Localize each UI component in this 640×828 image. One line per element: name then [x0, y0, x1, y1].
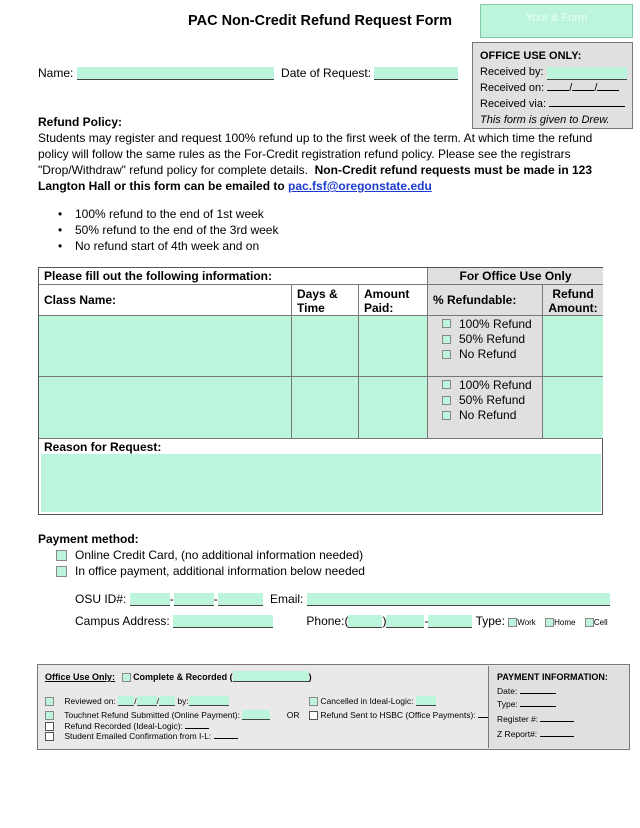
reviewed-month[interactable] [118, 696, 134, 706]
touchnet-label: Touchnet Refund Submitted (Online Payment): [64, 710, 240, 720]
your-form-button[interactable]: Your & Form [480, 4, 633, 38]
reason-input[interactable] [41, 454, 601, 512]
checkbox-icon[interactable] [56, 550, 67, 561]
received-via-field[interactable] [549, 106, 625, 107]
or-label: OR [286, 710, 300, 720]
cancelled-input[interactable] [416, 696, 436, 706]
received-on-month[interactable] [547, 90, 569, 91]
email-input[interactable] [307, 593, 610, 606]
email-link[interactable]: pac.fsf@oregonstate.edu [288, 179, 432, 193]
reason-section [39, 439, 603, 515]
received-on-day[interactable] [572, 90, 594, 91]
osu-id-row: OSU ID#: - - Email: [75, 592, 610, 606]
email-label: Email: [270, 592, 304, 606]
pi-date-input[interactable] [520, 693, 556, 694]
received-on-label: Received on: [480, 82, 545, 94]
office-use-header: For Office Use Only [428, 268, 603, 285]
pi-register-label: Register #: [497, 714, 539, 724]
bullet-item: • No refund start of 4th week and on [58, 238, 278, 254]
touchnet-input[interactable] [242, 710, 270, 720]
name-row [38, 66, 458, 80]
bullet-item: • 100% refund to the end of 1st week [58, 206, 278, 222]
name-input[interactable] [77, 67, 274, 80]
option-50-refund[interactable]: 50% Refund [428, 332, 542, 347]
payment-info-heading: PAYMENT INFORMATION: [497, 672, 608, 682]
pi-register-input[interactable] [540, 721, 574, 722]
date-of-request-label: Date of Request: [281, 66, 372, 80]
payment-method [38, 531, 618, 579]
amount-paid-header: Amount Paid: [359, 285, 428, 316]
student-emailed-label: Student Emailed Confirmation from I-L: [64, 731, 212, 741]
received-on-year[interactable] [597, 90, 619, 91]
days-time-header: Days & Time [292, 285, 359, 316]
refund-policy-text: Students may register and request 100% refund up to the first week of the term. At which time the refund policy will follow the same rules as the For-Credit registration refund policy. Please see the registrars "Drop/Withdraw" refund policy for complete details. [38, 131, 593, 177]
pi-zreport-label: Z Report#: [497, 729, 538, 739]
amount-paid-input-2[interactable] [359, 377, 428, 439]
phone-label: Phone: [306, 614, 345, 628]
phone-prefix-input[interactable] [386, 615, 424, 628]
payment-option-office[interactable]: In office payment, additional information below needed [38, 563, 618, 579]
checkbox-icon[interactable] [309, 711, 318, 720]
student-emailed-input[interactable] [214, 738, 238, 739]
refund-recorded-input[interactable] [185, 728, 209, 729]
checkbox-icon[interactable] [585, 618, 594, 627]
office-use-note: This form is given to Drew. [480, 114, 610, 126]
name-label: Name: [38, 66, 74, 80]
checkbox-icon[interactable] [442, 411, 451, 420]
phone-area-input[interactable] [348, 615, 382, 628]
emailed-row [45, 731, 238, 741]
received-by-label: Received by: [480, 66, 544, 78]
office-use-box: OFFICE USE ONLY: Received by: Received on: / / Received via: This form is given to Drew. [472, 42, 633, 129]
checkbox-icon[interactable] [45, 722, 54, 731]
class-name-header: Class Name: [39, 285, 292, 316]
hsbc-row [309, 710, 502, 720]
refund-bullets [58, 206, 278, 254]
complete-recorded-label: Complete & Recorded ( [133, 671, 233, 682]
checkbox-icon[interactable] [442, 396, 451, 405]
type-cell-option[interactable]: Cell [585, 618, 608, 627]
refundable-options-2 [428, 377, 543, 439]
pi-type-input[interactable] [520, 706, 556, 707]
class-name-input-2[interactable] [39, 377, 292, 439]
by-label: by: [177, 696, 189, 706]
pi-date-label: Date: [497, 686, 518, 696]
checkbox-icon[interactable] [45, 732, 54, 741]
fill-info-header: Please fill out the following information: [39, 268, 428, 285]
reviewed-row: Reviewed on: / / by: [45, 696, 229, 706]
payment-option-online[interactable]: Online Credit Card, (no additional information needed) [38, 547, 618, 563]
payment-method-heading: Payment method: [38, 532, 139, 546]
type-home-option[interactable]: Home [545, 618, 575, 627]
refund-amount-header: Refund Amount: [543, 285, 603, 316]
received-via-label: Received via: [480, 98, 547, 110]
pi-type-label: Type: [497, 699, 518, 709]
pi-zreport-input[interactable] [540, 736, 574, 737]
touchnet-row [45, 710, 299, 720]
checkbox-icon[interactable] [442, 335, 451, 344]
office-use-only-label: Office Use Only: [45, 671, 116, 682]
received-by-field[interactable] [547, 67, 627, 80]
reviewed-year[interactable] [159, 696, 175, 706]
days-time-input-2[interactable] [292, 377, 359, 439]
osu-id-part-3[interactable] [218, 593, 263, 606]
option-no-refund[interactable]: No Refund [428, 408, 542, 423]
checkbox-icon[interactable] [122, 673, 131, 682]
address-row: Campus Address: Phone:( ) - Type: Work Home Cell [75, 614, 608, 628]
checkbox-icon[interactable] [545, 618, 554, 627]
refund-recorded-label: Refund Recorded (Ideal-Logic): [64, 721, 183, 731]
phone-line-input[interactable] [428, 615, 472, 628]
recorded-row [45, 721, 209, 731]
option-100-refund[interactable]: 100% Refund [428, 317, 542, 332]
date-of-request-input[interactable] [374, 67, 458, 80]
amount-paid-input-1[interactable] [359, 316, 428, 377]
refundable-header: % Refundable: [428, 285, 543, 316]
reviewed-day[interactable] [137, 696, 157, 706]
checkbox-icon[interactable] [508, 618, 517, 627]
refund-policy-heading: Refund Policy: [38, 115, 123, 129]
campus-address-label: Campus Address: [75, 614, 170, 628]
reviewed-on-label: Reviewed on: [64, 696, 116, 706]
payment-information-box [488, 666, 629, 748]
option-100-refund[interactable]: 100% Refund [428, 378, 542, 393]
checkbox-icon[interactable] [442, 319, 451, 328]
osu-id-part-2[interactable] [174, 593, 214, 606]
checkbox-icon[interactable] [45, 711, 54, 720]
refundable-options-1 [428, 316, 543, 377]
checkbox-icon[interactable] [442, 350, 451, 359]
campus-address-input[interactable] [173, 615, 273, 628]
class-name-input-1[interactable] [39, 316, 292, 377]
bullet-item: • 50% refund to the end of the 3rd week [58, 222, 278, 238]
checkbox-icon[interactable] [442, 380, 451, 389]
office-use-heading: OFFICE USE ONLY: [480, 50, 582, 62]
cancelled-label: Cancelled in Ideal-Logic: [320, 696, 414, 706]
form-title: PAC Non-Credit Refund Request Form [188, 13, 452, 29]
checkbox-icon[interactable] [56, 566, 67, 577]
refund-policy [38, 114, 594, 194]
option-no-refund[interactable]: No Refund [428, 347, 542, 362]
reason-label: Reason for Request: [44, 440, 162, 454]
days-time-input-1[interactable] [292, 316, 359, 377]
hsbc-label: Refund Sent to HSBC (Office Payments): [320, 710, 476, 720]
phone-type-label: Type: [475, 614, 505, 628]
class-table [38, 267, 603, 515]
refund-amount-input-2[interactable] [543, 377, 603, 439]
checkbox-icon[interactable] [309, 697, 318, 706]
reviewed-by-input[interactable] [189, 696, 229, 706]
cancelled-row [309, 696, 436, 706]
type-work-option[interactable]: Work [508, 618, 536, 627]
refund-amount-input-1[interactable] [543, 316, 603, 377]
complete-recorded-input[interactable] [233, 671, 309, 682]
osu-id-label: OSU ID#: [75, 592, 127, 606]
office-bottom-row: Office Use Only: Complete & Recorded ( ) [45, 671, 312, 682]
refund-policy-bold: Non-Credit refund requests must be made in 123 Langton Hall or this form can be emailed to [38, 163, 593, 193]
osu-id-part-1[interactable] [130, 593, 170, 606]
checkbox-icon[interactable] [45, 697, 54, 706]
option-50-refund[interactable]: 50% Refund [428, 393, 542, 408]
